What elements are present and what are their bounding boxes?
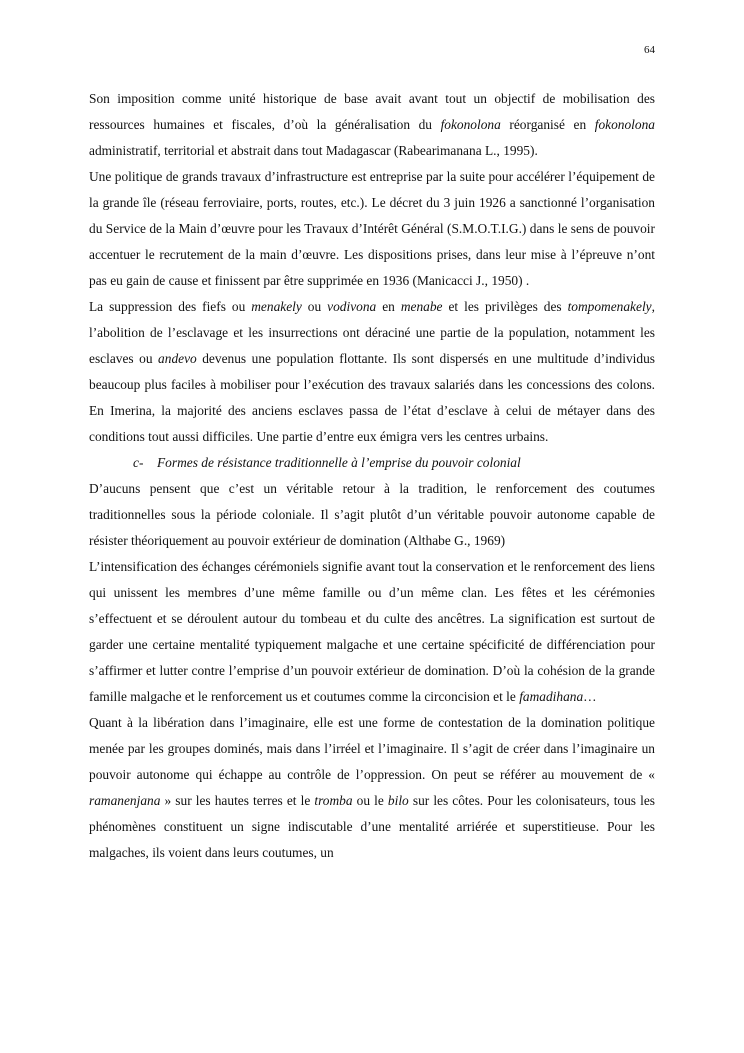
italic-term: ramanenjana: [89, 793, 161, 808]
text-run: et les privilèges des: [442, 299, 568, 314]
paragraph-p1: [89, 86, 655, 164]
page-number: 64: [644, 44, 655, 56]
text-run: devenus une population flottante. Ils sont dispersés en une multitude d’individus beaucoup plus faciles à mobiliser pour l’exécution des travaux salariés dans les concessions des colons. En Imerina, la majorité des anciens esclaves passa de l’état d’esclave à celui de métayer dans des conditions tout aussi difficiles. Une partie d’entre eux émigra vers les centres urbains.: [89, 351, 655, 444]
body-text: [89, 86, 655, 866]
italic-term: menabe: [400, 299, 443, 314]
italic-term: vodivona: [327, 299, 377, 314]
text-run: L’intensification des échanges cérémoniels signifie avant tout la conservation et le renforcement des liens qui unissent les membres d’une même famille ou d’un même clan. Les fêtes et les cérémonies s’effectuent et se déroulent autour du tombeau et du culte des ancêtres. La signification est surtout de garder une certaine mentalité typiquement malgache et une certaine spécificité de différenciation pour s’affirmer et lutter contre l’emprise d’un pouvoir extérieur de domination. D’où la cohésion de la grande famille malgache et le renforcement us et coutumes comme la circoncision et le: [89, 559, 655, 704]
text-run: réorganisé en: [500, 117, 595, 132]
text-run: ou: [301, 299, 328, 314]
italic-term: fokonolona: [594, 117, 655, 132]
text-run: sur les côtes. Pour les colonisateurs, tous les phénomènes constituent un signe indiscutable d’une mentalité arriérée et superstitieuse. Pour les malgaches, ils voient dans leurs coutumes, un: [89, 793, 655, 860]
text-run: » sur les hautes terres et le: [160, 793, 315, 808]
section-marker: c-: [133, 455, 144, 470]
text-run: D’aucuns pensent que c’est un véritable retour à la tradition, le renforcement des coutumes traditionnelles sous la période coloniale. Il s’agit plutôt d’un véritable pouvoir autonome capable de résister théoriquement au pouvoir extérieur de domination (Althabe G., 1969): [89, 481, 655, 548]
italic-term: bilo: [387, 793, 409, 808]
paragraph-p6: [89, 710, 655, 866]
section-heading-text: Formes de résistance traditionnelle à l’emprise du pouvoir colonial: [157, 455, 521, 470]
text-run: Son imposition comme unité historique de base avait avant tout un objectif de mobilisation des ressources humaines et fiscales, d’où la généralisation du: [89, 91, 655, 132]
italic-term: andevo: [158, 351, 197, 366]
section-heading-c: [133, 450, 655, 476]
text-run: …: [583, 689, 597, 704]
text-run: administratif, territorial et abstrait dans tout Madagascar (Rabearimanana L., 1995).: [89, 143, 538, 158]
paragraph-p5: [89, 554, 655, 710]
text-run: Une politique de grands travaux d’infrastructure est entreprise par la suite pour accélérer l’équipement de la grande île (réseau ferroviaire, ports, routes, etc.). Le décret du 3 juin 1926 a sanctionné l’organisation du Service de la Main d’œuvre pour les Travaux d’Intérêt Général (S.M.O.T.I.G.) dans le sens de pouvoir accentuer le recrutement de la main d’œuvre. Les dispositions prises, dans leur mise à l’épreuve n’ont pas eu gain de cause et finissent par être supprimée en 1936 (Manicacci J., 1950) .: [89, 169, 655, 288]
italic-term: famadihana: [519, 689, 584, 704]
paragraph-p4: [89, 476, 655, 554]
italic-term: tromba: [314, 793, 353, 808]
italic-term: fokonolona: [440, 117, 501, 132]
italic-term: menakely: [251, 299, 302, 314]
text-run: en: [376, 299, 401, 314]
text-run: La suppression des fiefs ou: [89, 299, 252, 314]
paragraph-p2: [89, 164, 655, 294]
text-run: , l’abolition de l’esclavage et les insurrections ont déraciné une partie de la population, notamment les esclaves ou: [89, 299, 655, 366]
text-run: Quant à la libération dans l’imaginaire, elle est une forme de contestation de la domination politique menée par les groupes dominés, mais dans l’irréel et l’imaginaire. Il s’agit de créer dans l’imaginaire un pouvoir autonome qui échappe au contrôle de l’oppression. On peut se référer au mouvement de «: [89, 715, 655, 782]
paragraph-p3: [89, 294, 655, 450]
italic-term: tompomenakely: [567, 299, 652, 314]
text-run: ou le: [352, 793, 388, 808]
